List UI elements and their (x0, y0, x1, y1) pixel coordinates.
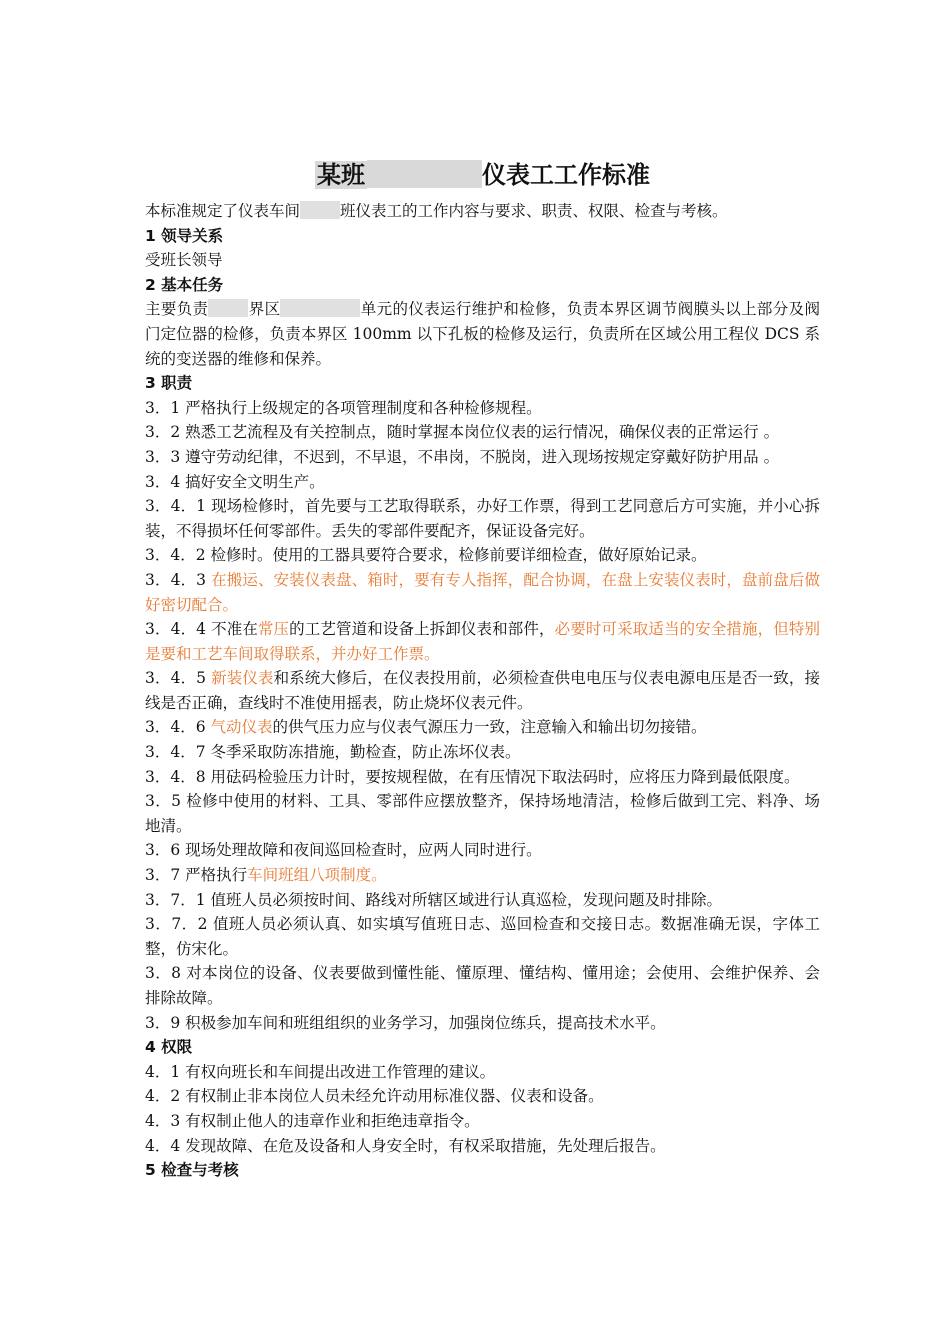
document-title (145, 155, 820, 195)
item-text: 和系统大修后，在仪表投用前，必须检查供电电压与仪表电源电压是否一致，接线是否正确，查线时不准使用摇表，防止烧坏仪表元件。 (145, 669, 820, 712)
item-3-4-7: 3．4．7 冬季采取防冻措施，勤检查，防止冻坏仪表。 (145, 743, 521, 762)
item-3-3: 3．3 遵守劳动纪律，不迟到，不早退，不串岗，不脱岗，进入现场按规定穿戴好防护用品 。 (145, 447, 780, 466)
section-heading-2: 2 基本任务 (145, 275, 224, 294)
item-text: 3．4．4 不准在 (145, 620, 258, 639)
redacted-blank (280, 299, 360, 317)
highlighted-text: 必要时可采取适当的安全措施，但特别是要和工艺车间取得联系，并办好工作票。 (145, 620, 820, 663)
item-number: 3．4．3 (145, 570, 212, 589)
item-3-4-4 (145, 617, 820, 666)
highlighted-text: 在搬运、安装仪表盘、箱时，要有专人指挥，配合协调，在盘上安装仪表时，盘前盘后做好密切配合。 (145, 570, 820, 614)
section-heading-4: 4 权限 (145, 1038, 193, 1057)
item-3-4: 3．4 搞好安全文明生产。 (145, 472, 325, 491)
item-3-7 (145, 863, 820, 888)
title-suffix: 仪表工工作标准 (482, 161, 650, 189)
item-3-4-5 (145, 666, 820, 715)
s2-text-c: 单元的仪表运行维护和检修，负责本界区调节阀膜头以上部分及阀门定位器的检修，负责本界区 100mm 以下孔板的检修及运行，负责所在区域公用工程仪 DCS 系统的变送器的维修和保养。 (145, 300, 820, 368)
intro-paragraph (145, 199, 820, 224)
highlighted-text: 常压 (257, 620, 290, 639)
item-text: 的工艺管道和设备上拆卸仪表和部件， (289, 620, 555, 639)
item-3-4-6 (145, 715, 820, 740)
item-3-6: 3．6 现场处理故障和夜间巡回检查时，应两人同时进行。 (145, 841, 542, 860)
s2-text-b: 界区 (248, 300, 281, 319)
item-3-1: 3．1 严格执行上级规定的各项管理制度和各种检修规程。 (145, 398, 542, 417)
item-4-2: 4．2 有权制止非本岗位人员未经允许动用标准仪器、仪表和设备。 (145, 1087, 604, 1106)
section-2-body (145, 297, 820, 371)
item-3-4-2: 3．4．2 检修时。使用的工器具要符合要求，检修前要详细检查，做好原始记录。 (145, 546, 707, 565)
item-4-3: 4．3 有权制止他人的违章作业和拒绝违章指令。 (145, 1111, 480, 1130)
item-3-9: 3．9 积极参加车间和班组组织的业务学习，加强岗位练兵，提高技术水平。 (145, 1013, 666, 1032)
redacted-blank (208, 299, 248, 317)
title-blank (367, 160, 482, 188)
item-text: 3．7 严格执行 (145, 866, 248, 885)
title-prefix: 某班 (317, 161, 365, 189)
intro-text-b: 班仪表工的工作内容与要求、职责、权限、检查与考核。 (340, 202, 728, 220)
item-number: 3．4．5 (145, 669, 212, 688)
section-heading-5: 5 检查与考核 (145, 1161, 239, 1180)
item-3-5: 3．5 检修中使用的材料、工具、零部件应摆放整齐，保持场地清洁，检修后做到工完、料净、场地清。 (145, 792, 820, 835)
item-3-7-2: 3．7．2 值班人员必须认真、如实填写值班日志、巡回检查和交接日志。数据准确无误，字体工整，仿宋化。 (145, 915, 820, 958)
item-3-7-1: 3．7．1 值班人员必须按时间、路线对所辖区域进行认真巡检，发现问题及时排除。 (145, 890, 723, 909)
item-number: 3．4．6 (145, 718, 211, 737)
item-3-4-1: 3．4．1 现场检修时，首先要与工艺取得联系，办好工作票，得到工艺同意后方可实施，并小心拆装，不得损坏任何零部件。丢失的零部件要配齐，保证设备完好。 (145, 497, 820, 540)
highlighted-text: 气动仪表 (210, 718, 273, 737)
item-3-8: 3．8 对本岗位的设备、仪表要做到懂性能、懂原理、懂结构、懂用途；会使用、会维护保养、会排除故障。 (145, 964, 820, 1007)
item-3-4-8: 3．4．8 用砝码检验压力计时，要按规程做，在有压情况下取法码时，应将压力降到最低限度。 (145, 767, 800, 786)
section-1-body: 受班长领导 (145, 251, 223, 270)
highlighted-text: 新装仪表 (211, 669, 274, 688)
highlighted-text: 车间班组八项制度。 (247, 866, 387, 885)
redacted-blank (300, 201, 340, 219)
item-3-4-3 (145, 568, 820, 617)
document-page (145, 155, 820, 1183)
item-4-1: 4．1 有权向班长和车间提出改进工作管理的建议。 (145, 1062, 496, 1081)
item-3-2: 3．2 熟悉工艺流程及有关控制点，随时掌握本岗位仪表的运行情况，确保仪表的正常运行 。 (145, 423, 780, 442)
intro-text-a: 本标准规定了仪表车间 (145, 202, 301, 220)
section-heading-1: 1 领导关系 (145, 226, 224, 245)
item-4-4: 4．4 发现故障、在危及设备和人身安全时，有权采取措施，先处理后报告。 (145, 1136, 666, 1155)
item-text: 的供气压力应与仪表气源压力一致，注意输入和输出切勿接错。 (272, 718, 707, 737)
section-heading-3: 3 职责 (145, 374, 193, 393)
s2-text-a: 主要负责 (145, 300, 209, 319)
